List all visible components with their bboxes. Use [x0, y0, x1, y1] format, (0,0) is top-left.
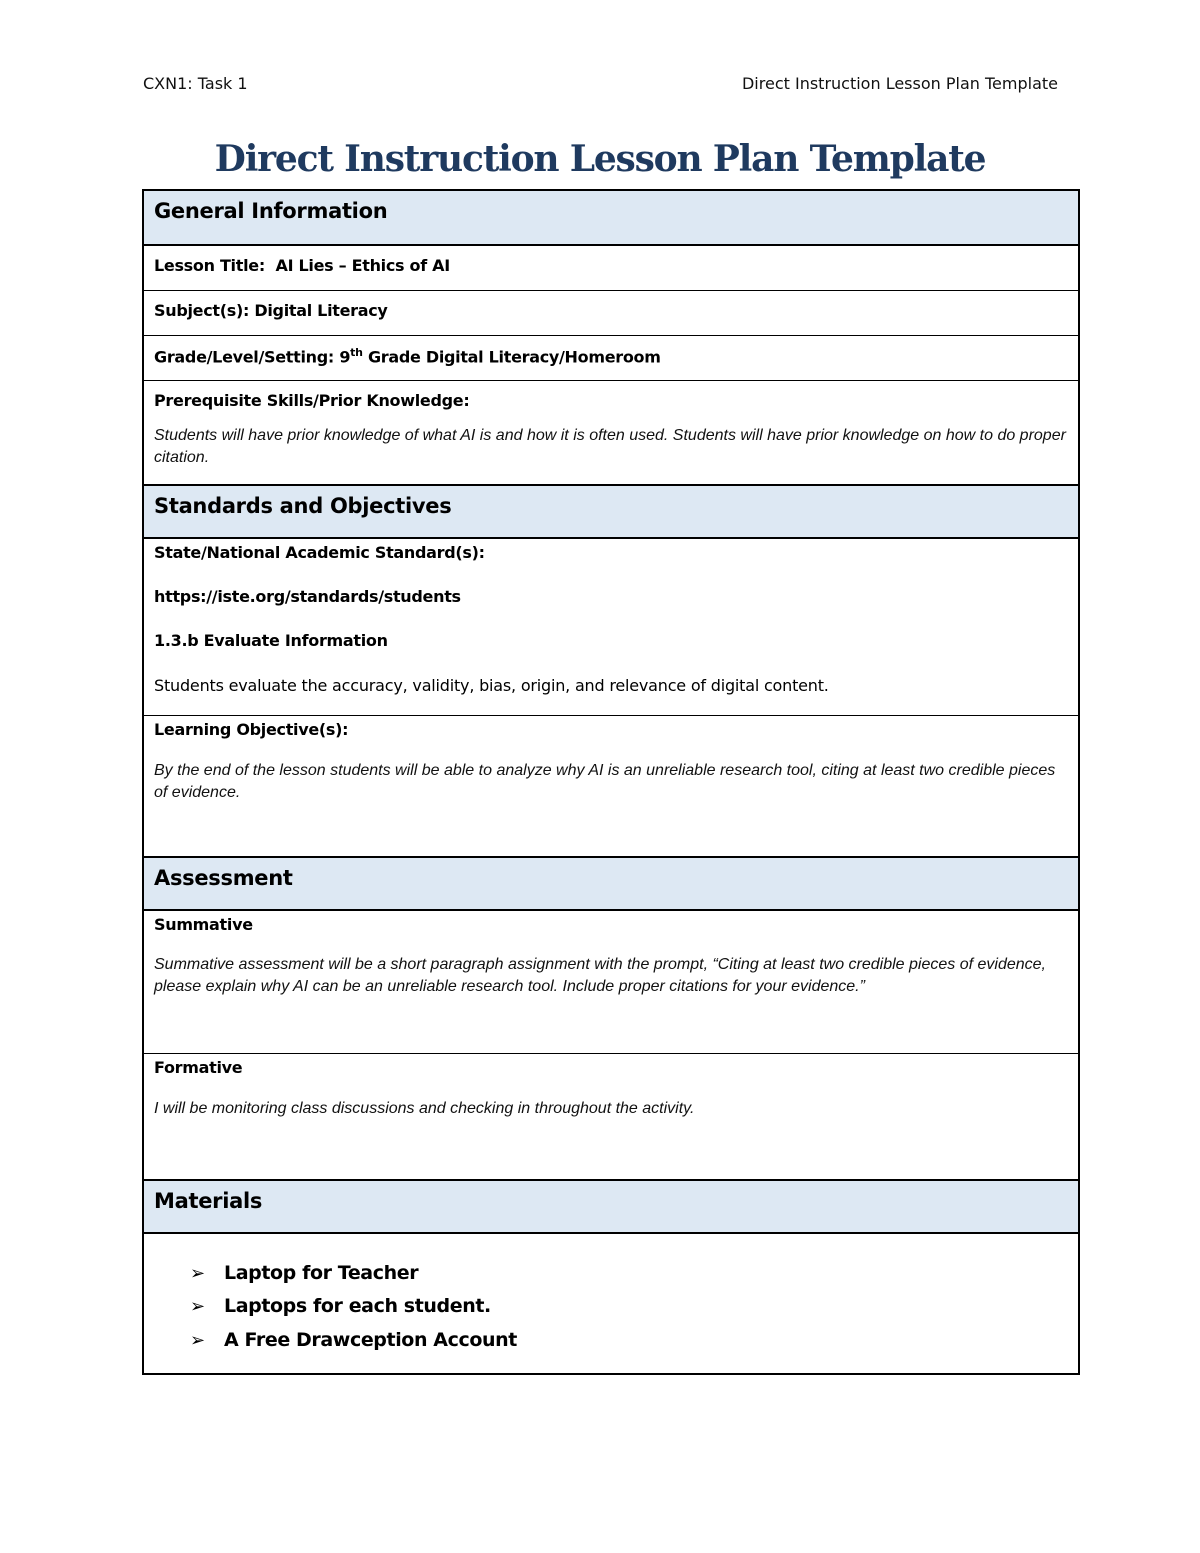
formative-text: I will be monitoring class discussions and checking in throughout the activity.	[154, 1100, 695, 1117]
lesson-title-value: AI Lies – Ethics of AI	[275, 256, 450, 275]
standard-url: https://iste.org/standards/students	[154, 587, 461, 606]
lesson-title-field	[154, 256, 450, 275]
summative-label: Summative	[154, 915, 253, 934]
section-heading: Assessment	[154, 866, 293, 890]
grade-field	[154, 346, 661, 366]
objective-text: By the end of the lesson students will be able to analyze why AI is an unreliable research tool, citing at least two credible pieces of evidence.	[154, 762, 1056, 801]
document-title: Direct Instruction Lesson Plan Template	[214, 138, 986, 180]
prerequisite-row	[144, 380, 1078, 484]
arrow-bullet-icon: ➢	[190, 1296, 205, 1317]
list-item	[190, 1329, 517, 1351]
lesson-plan-table	[142, 189, 1080, 1375]
grade-value-text: Grade Digital Literacy/Homeroom	[367, 347, 661, 367]
section-general-information	[144, 191, 1078, 246]
summative-text: Summative assessment will be a short paragraph assignment with the prompt, “Citing at least two credible pieces of evidence, please explain why AI can be an unreliable research tool. Include proper citations for your evidence.”	[154, 956, 1046, 995]
material-label: A Free Drawception Account	[224, 1329, 517, 1351]
arrow-bullet-icon: ➢	[190, 1330, 205, 1351]
subjects-value: Digital Literacy	[254, 301, 388, 320]
objectives-row	[144, 715, 1078, 856]
standard-code: 1.3.b Evaluate Information	[154, 631, 388, 650]
standard-label: State/National Academic Standard(s):	[154, 543, 485, 562]
objective-label: Learning Objective(s):	[154, 720, 349, 739]
standards-row	[144, 539, 1078, 716]
subjects-row	[144, 290, 1078, 335]
arrow-bullet-icon: ➢	[190, 1263, 205, 1284]
formative-row	[144, 1053, 1078, 1179]
lesson-title-label: Lesson Title:	[154, 256, 265, 275]
list-item	[190, 1262, 418, 1284]
standard-text: Students evaluate the accuracy, validity, bias, origin, and relevance of digital content.	[154, 676, 829, 695]
prerequisite-label: Prerequisite Skills/Prior Knowledge:	[154, 391, 470, 410]
section-assessment	[144, 856, 1078, 911]
section-heading: Materials	[154, 1189, 263, 1213]
summative-row	[144, 911, 1078, 1054]
list-item	[190, 1295, 491, 1317]
formative-label: Formative	[154, 1058, 243, 1077]
section-standards-objectives	[144, 484, 1078, 539]
grade-label: Grade/Level/Setting:	[154, 347, 335, 367]
page-header-left: CXN1: Task 1	[143, 74, 248, 93]
subjects-label: Subject(s):	[154, 301, 250, 320]
lesson-title-row	[144, 246, 1078, 291]
section-materials	[144, 1179, 1078, 1234]
grade-value-number: 9	[339, 347, 351, 367]
materials-list	[144, 1234, 1078, 1375]
grade-value-suffix: th	[350, 346, 363, 359]
page-header-right: Direct Instruction Lesson Plan Template	[741, 74, 1058, 93]
section-heading: Standards and Objectives	[154, 494, 452, 518]
section-heading: General Information	[154, 199, 388, 223]
material-label: Laptop for Teacher	[224, 1262, 419, 1284]
grade-row	[144, 335, 1078, 380]
subjects-field	[154, 301, 388, 320]
material-label: Laptops for each student.	[224, 1295, 491, 1317]
prerequisite-text: Students will have prior knowledge of what AI is and how it is often used. Students will have prior knowledge on how to do proper citation.	[154, 427, 1066, 466]
